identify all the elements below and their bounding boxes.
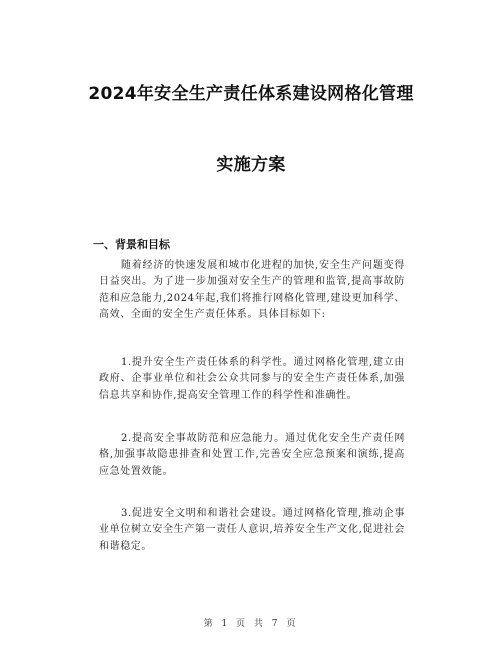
paragraph-goal-3: 3.促进安全文明和和谐社会建设。通过网格化管理,推动企事业单位树立安全生产第一责任人意识,培养安全生产文化,促进社会和谐稳定。 [99,508,405,552]
section-heading: 一、背景和目标 [93,238,170,251]
document-subtitle: 实施方案 [216,155,286,175]
paragraph-goal-2: 2.提高安全事故防范和应急能力。通过优化安全生产责任网格,加强事故隐患排查和处置工作,完善安全应急预案和演练,提高应急处置效能。 [99,433,405,477]
page-footer: 第 1 页 共 7 页 [203,619,299,629]
document-title: 2024年安全生产责任体系建设网格化管理 [88,84,414,104]
paragraph-goal-1: 1.提升安全生产责任体系的科学性。通过网格化管理,建立由政府、企事业单位和社会公众共同参与的安全生产责任体系,加强信息共享和协作,提高安全管理工作的科学性和准确性。 [99,357,405,401]
paragraph-background: 随着经济的快速发展和城市化进程的加快,安全生产问题变得日益突出。为了进一步加强对安全生产的管理和监管,提高事故防范和应急能力,2024年起,我们将推行网格化管理,建设更加科学、高效、全面的安全生产责任体系。具体目标如下: [99,260,405,320]
